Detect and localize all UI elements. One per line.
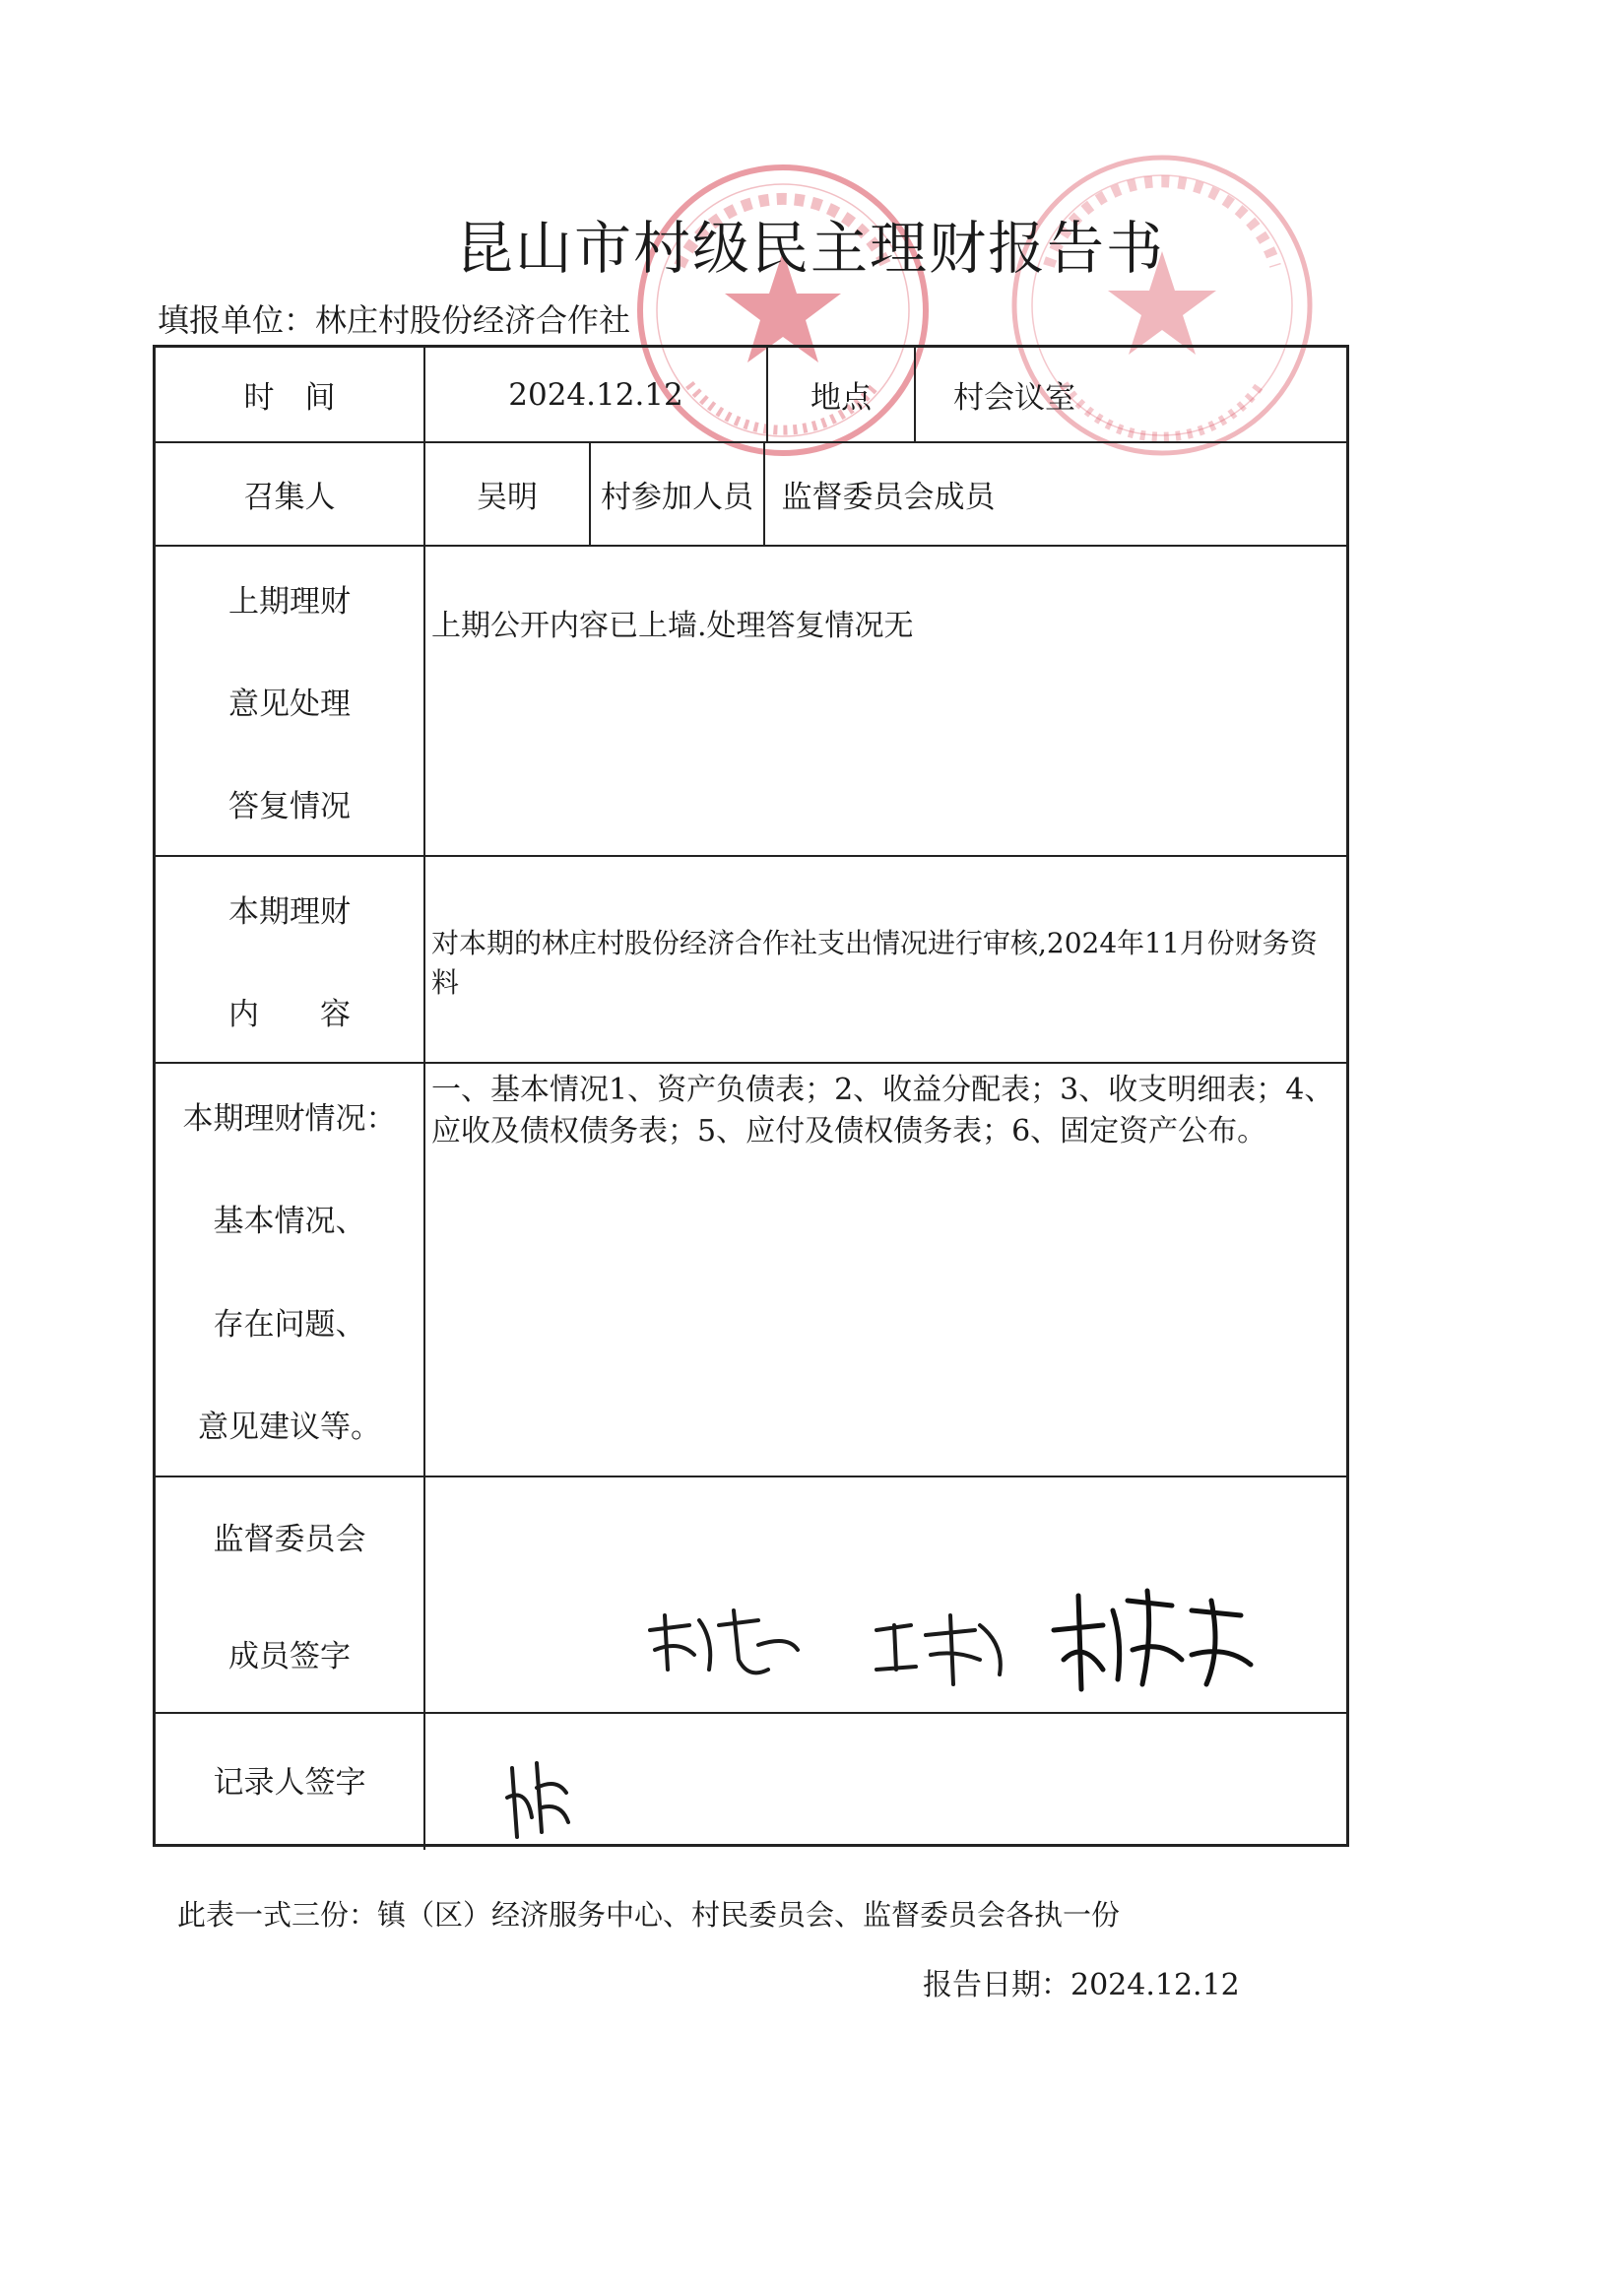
place-label: 地点 xyxy=(810,380,872,416)
committee-signature-label xyxy=(156,1477,423,1712)
label-line: 监督委员会 xyxy=(213,1522,366,1557)
signature-3 xyxy=(1044,1581,1261,1699)
previous-opinion-content: 上期公开内容已上墙.处理答复情况无 xyxy=(431,609,914,643)
convener-value: 吴明 xyxy=(477,480,538,515)
footer-note: 此表一式三份：镇（区）经济服务中心、村民委员会、监督委员会各执一份 xyxy=(177,1898,1121,1932)
signature-1 xyxy=(640,1601,808,1689)
participants-value: 监督委员会成员 xyxy=(781,480,996,515)
label-line: 基本情况、 xyxy=(213,1204,366,1240)
previous-opinion-label xyxy=(156,547,423,855)
label-line: 本期理财情况： xyxy=(182,1100,397,1137)
convener-label: 召集人 xyxy=(243,480,336,515)
recorder-signature-label: 记录人签字 xyxy=(213,1764,366,1801)
recorder-signature xyxy=(497,1748,576,1847)
time-label: 时 间 xyxy=(243,380,336,416)
signature-2 xyxy=(867,1606,1014,1694)
label-line: 上期理财 xyxy=(228,583,351,620)
participants-label: 村参加人员 xyxy=(601,480,753,515)
label-line: 存在问题、 xyxy=(213,1306,366,1343)
label-line: 意见建议等。 xyxy=(198,1410,381,1446)
label-line: 本期理财 xyxy=(228,893,351,930)
label-line: 成员签字 xyxy=(228,1639,351,1674)
label-line: 答复情况 xyxy=(228,789,351,825)
place-value: 村会议室 xyxy=(953,380,1075,416)
current-content: 对本期的林庄村股份经济合作社支出情况进行审核,2024年11月份财务资料 xyxy=(431,927,1318,999)
fill-unit: 填报单位：林庄村股份经济合作社 xyxy=(158,301,631,339)
document-title: 昆山市村级民主理财报告书 xyxy=(455,215,1165,282)
label-line: 内 容 xyxy=(228,996,351,1032)
time-value: 2024.12.12 xyxy=(508,376,683,413)
current-situation-content: 一、基本情况1、资产负债表；2、收益分配表；3、收支明细表；4、应收及债权债务表；5、应付及债权债务表；6、固定资产公布。 xyxy=(431,1073,1334,1148)
report-date: 报告日期：2024.12.12 xyxy=(923,1968,1240,2002)
label-line: 意见处理 xyxy=(228,686,351,722)
current-content-label xyxy=(156,857,423,1062)
current-situation-label xyxy=(156,1064,423,1476)
